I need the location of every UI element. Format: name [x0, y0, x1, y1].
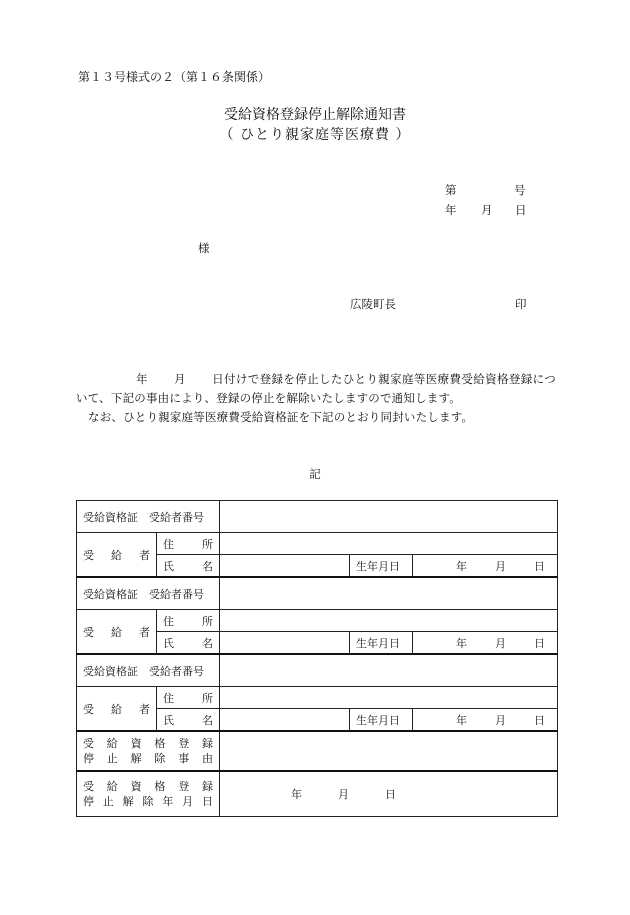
birthdate-label: 生年月日 [350, 632, 413, 655]
name-field[interactable] [220, 555, 350, 578]
name-label: 氏 名 [157, 555, 220, 578]
name-field[interactable] [220, 709, 350, 732]
issue-date-day: 日 [515, 203, 527, 217]
addressee-suffix: 様 [198, 241, 210, 255]
address-field[interactable] [220, 533, 558, 555]
recipient-number-field[interactable] [220, 654, 558, 687]
issuer-name: 広陵町長 [350, 297, 396, 311]
recipient-number-label: 受給資格証 受給者番号 [77, 501, 220, 533]
doc-number-suffix: 号 [514, 183, 526, 197]
ki-heading: 記 [309, 467, 321, 481]
address-label: 住 所 [157, 687, 220, 709]
name-label: 氏 名 [157, 709, 220, 732]
document-title: 受給資格登録停止解除通知書 [224, 107, 406, 123]
body-paragraph [76, 370, 556, 427]
address-label: 住 所 [157, 610, 220, 632]
recipient-number-field[interactable] [220, 577, 558, 610]
release-reason-field[interactable] [220, 731, 558, 771]
release-reason-label: 受給資格登録 停止解除事由 [77, 731, 220, 771]
recipient-number-field[interactable] [220, 501, 558, 533]
birthdate-label: 生年月日 [350, 555, 413, 578]
recipient-label: 受 給 者 [77, 533, 157, 578]
release-date-field[interactable]: 年 月 日 [220, 771, 558, 817]
recipient-records-table [76, 500, 558, 817]
body-year: 年 [136, 372, 148, 386]
doc-number-prefix: 第 [445, 183, 457, 197]
address-field[interactable] [220, 610, 558, 632]
seal-mark: 印 [515, 297, 527, 311]
birthdate-field[interactable]: 年 月 日 [413, 632, 558, 655]
address-field[interactable] [220, 687, 558, 709]
birthdate-field[interactable]: 年 月 日 [413, 555, 558, 578]
body-enclosure-note: なお、ひとり親家庭等医療費受給資格証を下記のとおり同封いたします。 [88, 410, 474, 424]
recipient-number-label: 受給資格証 受給者番号 [77, 577, 220, 610]
recipient-label: 受 給 者 [77, 687, 157, 732]
form-number: 第１３号様式の２（第１６条関係） [78, 70, 271, 84]
body-month: 月 [173, 372, 186, 386]
name-label: 氏 名 [157, 632, 220, 655]
name-field[interactable] [220, 632, 350, 655]
birthdate-label: 生年月日 [350, 709, 413, 732]
recipient-label: 受 給 者 [77, 610, 157, 655]
release-date-label: 受給資格登録 停止解除年月日 [77, 771, 220, 817]
address-label: 住 所 [157, 533, 220, 555]
body-line1-text: 日付けで登録を停止したひとり親家庭等医療費受給資格登録について、下記の事由により、登録の停止を解除いたしますので通知します。 [76, 372, 556, 405]
birthdate-field[interactable]: 年 月 日 [413, 709, 558, 732]
document-subtitle: （ ひとり親家庭等医療費 ） [219, 127, 411, 143]
issue-date-year: 年 [445, 203, 457, 217]
issue-date-month: 月 [481, 203, 493, 217]
recipient-number-label: 受給資格証 受給者番号 [77, 654, 220, 687]
